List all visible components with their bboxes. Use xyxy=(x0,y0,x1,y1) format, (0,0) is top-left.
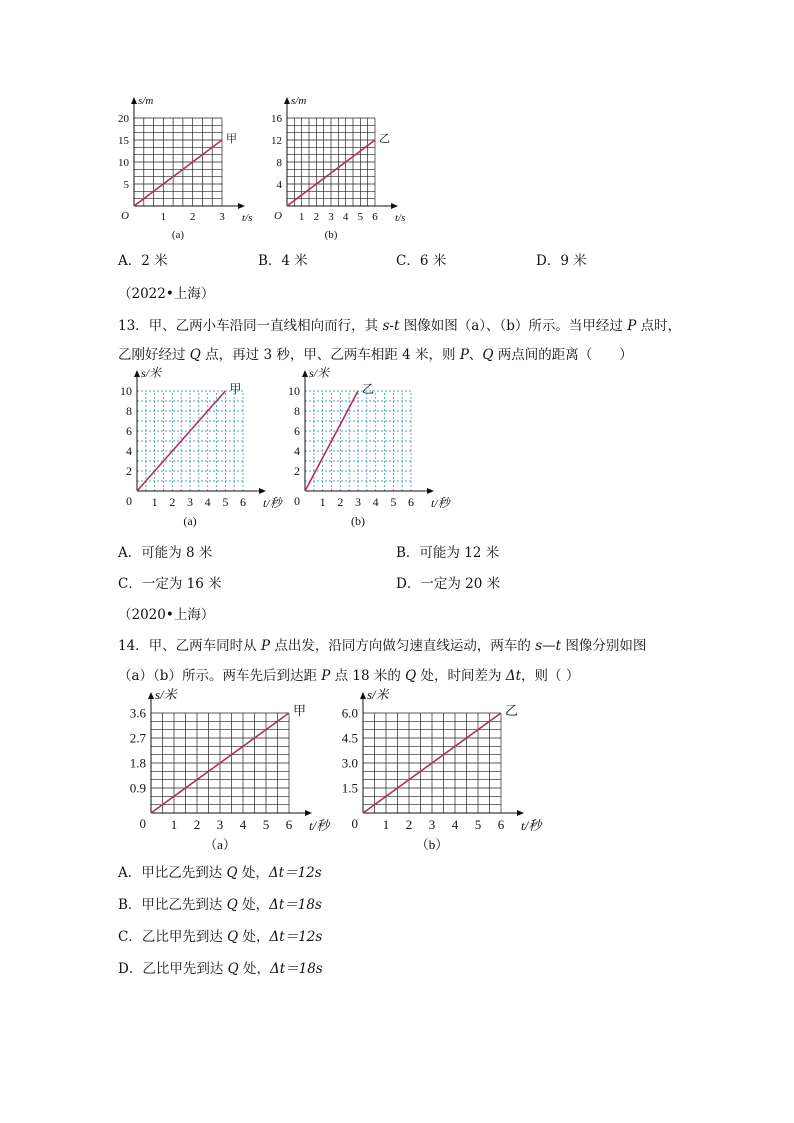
x-tick-label: 6 xyxy=(285,817,293,832)
chart-q14-a xyxy=(110,688,335,858)
y-tick-label: 2 xyxy=(294,464,300,479)
origin-label: 0 xyxy=(126,494,132,508)
x-tick-label: 4 xyxy=(372,495,379,509)
y-tick-label: 8 xyxy=(126,404,132,419)
x-tick-label: 1 xyxy=(160,211,167,223)
series-label: 乙 xyxy=(379,133,390,145)
q14-option-letter: A． xyxy=(118,865,142,881)
y-axis-arrow-icon xyxy=(302,370,308,377)
q14-option-text: 甲比乙先到达 xyxy=(141,897,227,913)
y-tick-label: 6.0 xyxy=(341,705,358,721)
y-tick-label: 10 xyxy=(118,156,129,169)
origin-label: O xyxy=(274,210,282,222)
q13-stem-line2 xyxy=(118,343,633,363)
y-tick-label: 4 xyxy=(276,178,282,191)
y-axis-label: s/米 xyxy=(309,366,330,380)
q14-option-c[interactable] xyxy=(118,925,322,945)
q14-option-text: 甲比乙先到达 xyxy=(141,865,227,881)
q14-var-q: Q xyxy=(405,668,417,684)
x-axis-label: t/s xyxy=(242,212,253,224)
q14-source: （2020•上海） xyxy=(118,607,215,623)
q14-var-p: P xyxy=(260,638,271,654)
q14-stem-text: 点出发，沿同方向做匀速直线运动，两车的 xyxy=(270,638,536,654)
x-axis-label: t/s xyxy=(395,212,406,224)
chart-q13-a xyxy=(112,366,292,531)
y-tick-label: 10 xyxy=(120,384,132,399)
chart-caption: (b) xyxy=(351,514,365,528)
q13-stem-text: 点时， xyxy=(636,318,682,334)
q14-stem-text: 14．甲、乙两车同时从 xyxy=(118,638,261,654)
q14-option-eq: Δt＝18s xyxy=(269,897,322,913)
y-tick-label: 0.9 xyxy=(129,780,146,796)
series-label: 甲 xyxy=(229,382,242,396)
x-axis-arrow-icon xyxy=(259,488,266,494)
x-axis-arrow-icon xyxy=(305,810,312,816)
series-label: 乙 xyxy=(505,703,519,718)
q14-var-dt: Δt xyxy=(505,668,522,684)
q12-option-c[interactable]: C．6 米 xyxy=(396,253,447,269)
q14-stem-line1 xyxy=(118,634,646,654)
x-axis-arrow-icon xyxy=(391,203,398,209)
x-tick-label: 4 xyxy=(451,817,459,832)
x-tick-label: 3 xyxy=(216,817,224,832)
x-tick-label: 3 xyxy=(187,495,193,509)
q13-stem-text: 、 xyxy=(468,347,483,363)
chart-caption: (a) xyxy=(171,229,185,241)
x-tick-label: 2 xyxy=(189,211,196,223)
q13-var-p: P xyxy=(627,318,637,334)
q13-stem-text: 13．甲、乙两小车沿同一直线相向而行，其 xyxy=(118,318,383,334)
q13-option-c[interactable]: C．一定为 16 米 xyxy=(118,576,222,592)
y-axis-label: s/m xyxy=(138,95,154,107)
x-tick-label: 5 xyxy=(390,495,397,509)
q13-var-q: Q xyxy=(189,347,201,363)
q14-option-eq: Δt＝18s xyxy=(270,961,323,977)
q14-stem-text: 图像分别如图 xyxy=(561,638,647,654)
y-tick-label: 4 xyxy=(294,444,300,459)
q13-option-b[interactable]: B．可能为 12 米 xyxy=(396,545,500,561)
y-axis-arrow-icon xyxy=(131,97,137,104)
x-axis-label: t/秒 xyxy=(263,496,282,510)
y-tick-label: 6 xyxy=(126,424,132,439)
y-tick-label: 8 xyxy=(294,404,300,419)
q14-option-text: 乙比甲先到达 xyxy=(142,961,228,977)
q13-stem-text: 两点间的距离（ ） xyxy=(493,347,633,363)
q13-stem-text: 乙刚好经过 xyxy=(118,347,190,363)
q14-option-text: 处， xyxy=(238,929,270,945)
y-axis-label: s/米 xyxy=(155,687,177,702)
y-tick-label: 1.5 xyxy=(341,780,358,796)
y-tick-label: 3.0 xyxy=(341,755,358,771)
y-axis-label: s/m xyxy=(291,95,307,107)
q14-stem-text: 点 18 米的 xyxy=(330,668,406,684)
y-tick-label: 4.5 xyxy=(341,730,358,746)
x-tick-label: 2 xyxy=(169,495,176,509)
x-tick-label: 1 xyxy=(151,495,158,509)
x-tick-label: 6 xyxy=(408,495,414,509)
x-tick-label: 2 xyxy=(405,817,413,832)
series-line xyxy=(134,140,222,206)
x-axis-label: t/秒 xyxy=(309,818,330,833)
origin-label: O xyxy=(121,210,129,222)
q13-var-p: P xyxy=(459,347,469,363)
y-tick-label: 6 xyxy=(294,424,300,439)
q14-option-letter: D． xyxy=(118,961,143,977)
origin-label: 0 xyxy=(139,816,146,831)
x-axis-arrow-icon xyxy=(517,810,524,816)
q14-option-eq: Δt＝12s xyxy=(269,929,323,945)
y-tick-label: 10 xyxy=(288,384,300,399)
x-tick-label: 6 xyxy=(497,817,505,832)
chart-caption: (a) xyxy=(183,514,197,528)
q14-option-letter: C． xyxy=(118,929,142,945)
q14-stem-line2 xyxy=(118,664,579,684)
q14-option-d[interactable] xyxy=(118,957,323,977)
x-tick-label: 1 xyxy=(298,211,305,223)
y-axis-arrow-icon xyxy=(134,370,140,377)
x-tick-label: 5 xyxy=(262,817,270,832)
q14-option-text: 乙比甲先到达 xyxy=(141,929,228,945)
x-tick-label: 1 xyxy=(319,495,326,509)
x-tick-label: 3 xyxy=(355,495,361,509)
x-axis-label: t/秒 xyxy=(521,818,542,833)
x-tick-label: 5 xyxy=(474,817,482,832)
x-axis-label: t/秒 xyxy=(431,496,450,510)
q14-var-q: Q xyxy=(226,897,238,913)
q12-option-b[interactable]: B．4 米 xyxy=(258,253,308,269)
x-tick-label: 6 xyxy=(372,211,378,223)
y-axis-arrow-icon xyxy=(360,692,366,699)
q13-option-d[interactable]: D．一定为 20 米 xyxy=(396,576,501,592)
chart-q13-b xyxy=(280,366,460,531)
y-axis-arrow-icon xyxy=(148,692,154,699)
y-axis-label: s/米 xyxy=(141,366,162,380)
x-tick-label: 3 xyxy=(428,817,436,832)
q13-stem-line1 xyxy=(118,314,681,334)
chart-q12-a xyxy=(110,95,260,240)
series-label: 甲 xyxy=(293,703,307,718)
x-tick-label: 4 xyxy=(204,495,211,509)
q14-option-letter: B． xyxy=(118,897,142,913)
q14-option-text: 处， xyxy=(237,865,269,881)
x-axis-arrow-icon xyxy=(427,488,434,494)
q14-stem-text: 处，时间差为 xyxy=(416,668,506,684)
q13-stem-text: 点，再过 3 秒，甲、乙两车相距 4 米，则 xyxy=(200,347,460,363)
x-tick-label: 3 xyxy=(219,211,225,223)
x-axis-arrow-icon xyxy=(238,203,245,209)
series-label: 乙 xyxy=(362,382,375,396)
x-tick-label: 1 xyxy=(382,817,390,832)
y-tick-label: 15 xyxy=(118,134,129,147)
origin-label: 0 xyxy=(351,816,358,831)
q14-option-text: 处， xyxy=(238,961,270,977)
y-tick-label: 2 xyxy=(126,464,132,479)
x-tick-label: 4 xyxy=(239,817,247,832)
x-tick-label: 5 xyxy=(222,495,229,509)
y-axis-arrow-icon xyxy=(284,97,290,104)
q14-option-text: 处， xyxy=(237,897,270,913)
x-tick-label: 5 xyxy=(357,211,364,223)
q14-var-p: P xyxy=(321,668,331,684)
q13-source: （2022•上海） xyxy=(118,286,215,302)
chart-caption: （a） xyxy=(204,837,236,852)
q14-var-q: Q xyxy=(227,929,239,945)
q12-option-d[interactable]: D．9 米 xyxy=(536,253,587,269)
q13-var-st: s-t xyxy=(382,318,400,334)
series-label: 甲 xyxy=(226,133,237,145)
chart-q14-b xyxy=(322,688,547,858)
y-tick-label: 16 xyxy=(271,112,282,125)
q13-var-q: Q xyxy=(482,347,494,363)
x-tick-label: 2 xyxy=(337,495,344,509)
y-tick-label: 5 xyxy=(123,178,129,191)
q12-option-a[interactable]: A．2 米 xyxy=(118,253,168,269)
y-tick-label: 12 xyxy=(271,134,282,147)
x-tick-label: 2 xyxy=(313,211,320,223)
y-tick-label: 8 xyxy=(276,156,282,169)
origin-label: 0 xyxy=(294,494,300,508)
x-tick-label: 6 xyxy=(240,495,246,509)
x-tick-label: 4 xyxy=(342,211,349,223)
q14-stem-text: （a）（b）所示。两车先后到达距 xyxy=(118,668,322,684)
y-tick-label: 4 xyxy=(126,444,132,459)
y-tick-label: 1.8 xyxy=(129,755,146,771)
q14-option-eq: Δt＝12s xyxy=(268,865,322,881)
q13-option-a[interactable]: A．可能为 8 米 xyxy=(118,545,213,561)
chart-q12-b xyxy=(265,95,415,240)
x-tick-label: 1 xyxy=(170,817,178,832)
q13-stem-text: 图像如图（a）、（b）所示。当甲经过 xyxy=(399,318,628,334)
q14-var-st: s—t xyxy=(535,638,562,654)
y-tick-label: 20 xyxy=(118,112,129,125)
y-tick-label: 3.6 xyxy=(129,705,146,721)
q14-option-b[interactable] xyxy=(118,893,322,913)
q14-stem-text: ，则（ ） xyxy=(521,668,580,684)
y-tick-label: 2.7 xyxy=(129,730,146,746)
chart-caption: (b) xyxy=(324,229,338,241)
y-axis-label: s/米 xyxy=(367,687,389,702)
q14-var-q: Q xyxy=(226,865,238,881)
chart-caption: （b） xyxy=(415,837,449,852)
x-tick-label: 3 xyxy=(328,211,334,223)
q14-option-a[interactable] xyxy=(118,861,322,881)
x-tick-label: 2 xyxy=(193,817,201,832)
q14-var-q: Q xyxy=(227,961,239,977)
